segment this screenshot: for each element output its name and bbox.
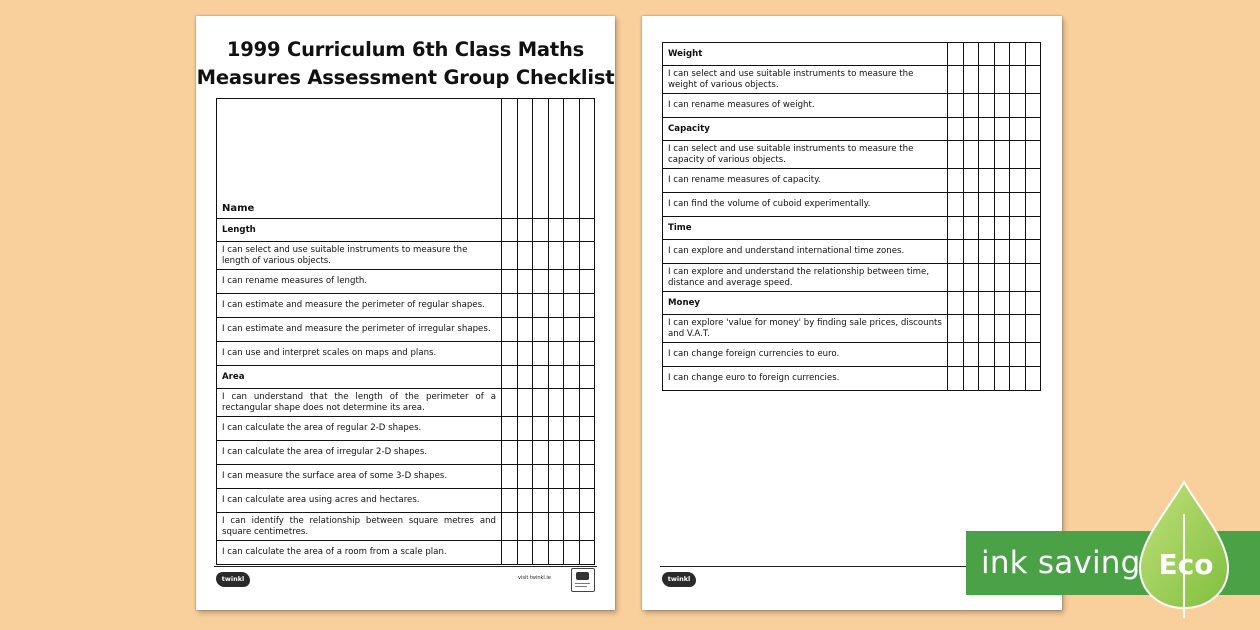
check-cell[interactable] [1010, 367, 1026, 391]
check-cell[interactable] [502, 342, 518, 366]
check-cell[interactable] [1025, 264, 1041, 292]
check-cell[interactable] [564, 417, 580, 441]
section-header-row [217, 366, 595, 389]
check-cell[interactable] [994, 169, 1010, 193]
check-cell[interactable] [548, 318, 564, 342]
check-cell[interactable] [533, 489, 549, 513]
check-cell[interactable] [1010, 315, 1026, 343]
check-cell[interactable] [948, 169, 964, 193]
check-cell[interactable] [517, 242, 533, 270]
checklist-row [663, 193, 1041, 217]
check-cell[interactable] [564, 219, 580, 242]
criterion-text: I can explore and understand international time zones. [663, 240, 948, 264]
check-cell[interactable] [1025, 66, 1041, 94]
name-column-cell [533, 99, 549, 219]
criterion-text: I can rename measures of weight. [663, 94, 948, 118]
check-cell[interactable] [517, 513, 533, 541]
check-cell[interactable] [517, 389, 533, 417]
check-cell[interactable] [548, 489, 564, 513]
criterion-text: I can understand that the length of the perimeter of a rectangular shape does not determine its area. [217, 389, 502, 417]
check-cell[interactable] [564, 270, 580, 294]
section-header-row [663, 118, 1041, 141]
check-cell[interactable] [948, 66, 964, 94]
section-title: Time [663, 217, 948, 240]
check-cell[interactable] [579, 342, 595, 366]
check-cell[interactable] [564, 342, 580, 366]
criterion-text: I can explore 'value for money' by finding sale prices, discounts and V.A.T. [663, 315, 948, 343]
section-header-row [663, 217, 1041, 240]
check-cell[interactable] [994, 217, 1010, 240]
check-cell[interactable] [548, 294, 564, 318]
check-cell[interactable] [502, 441, 518, 465]
check-cell[interactable] [948, 94, 964, 118]
checklist-row [663, 141, 1041, 169]
check-cell[interactable] [1010, 94, 1026, 118]
check-cell[interactable] [948, 118, 964, 141]
check-cell[interactable] [1025, 94, 1041, 118]
check-cell[interactable] [1025, 315, 1041, 343]
check-cell[interactable] [533, 465, 549, 489]
eco-leaf-icon [1138, 480, 1230, 620]
check-cell[interactable] [533, 366, 549, 389]
check-cell[interactable] [579, 417, 595, 441]
check-cell[interactable] [979, 193, 995, 217]
check-cell[interactable] [963, 66, 979, 94]
checklist-row [217, 242, 595, 270]
checklist-row [663, 94, 1041, 118]
check-cell[interactable] [948, 315, 964, 343]
check-cell[interactable] [502, 318, 518, 342]
check-cell[interactable] [994, 66, 1010, 94]
check-cell[interactable] [994, 367, 1010, 391]
section-title: Weight [663, 43, 948, 66]
check-cell[interactable] [548, 417, 564, 441]
check-cell[interactable] [948, 343, 964, 367]
checklist-row [663, 169, 1041, 193]
check-cell[interactable] [564, 242, 580, 270]
section-title: Money [663, 292, 948, 315]
check-cell[interactable] [579, 318, 595, 342]
checklist-row [663, 367, 1041, 391]
check-cell[interactable] [533, 513, 549, 541]
name-header-row [217, 99, 595, 219]
check-cell[interactable] [979, 66, 995, 94]
ink-saving-text: ink saving [981, 545, 1141, 581]
check-cell[interactable] [579, 489, 595, 513]
checklist-row [217, 513, 595, 541]
check-cell[interactable] [548, 541, 564, 565]
check-cell[interactable] [548, 441, 564, 465]
check-cell[interactable] [564, 541, 580, 565]
check-cell[interactable] [963, 240, 979, 264]
twinkl-logo: twinkl [216, 572, 250, 587]
check-cell[interactable] [533, 389, 549, 417]
check-cell[interactable] [548, 389, 564, 417]
check-cell[interactable] [502, 541, 518, 565]
check-cell[interactable] [517, 366, 533, 389]
check-cell[interactable] [579, 389, 595, 417]
check-cell[interactable] [579, 465, 595, 489]
checklist-page-1 [196, 16, 615, 610]
checklist-row [217, 342, 595, 366]
check-cell[interactable] [963, 292, 979, 315]
twinkl-logo: twinkl [662, 572, 696, 587]
check-cell[interactable] [963, 343, 979, 367]
check-cell[interactable] [517, 219, 533, 242]
criterion-text: I can estimate and measure the perimeter of regular shapes. [217, 294, 502, 318]
check-cell[interactable] [948, 240, 964, 264]
check-cell[interactable] [564, 389, 580, 417]
name-column-cell [564, 99, 580, 219]
check-cell[interactable] [517, 441, 533, 465]
check-cell[interactable] [502, 513, 518, 541]
check-cell[interactable] [548, 270, 564, 294]
check-cell[interactable] [994, 94, 1010, 118]
checklist-row [663, 240, 1041, 264]
check-cell[interactable] [963, 367, 979, 391]
check-cell[interactable] [533, 417, 549, 441]
check-cell[interactable] [948, 193, 964, 217]
criterion-text: I can select and use suitable instruments to measure the length of various objects. [217, 242, 502, 270]
check-cell[interactable] [502, 270, 518, 294]
check-cell[interactable] [948, 43, 964, 66]
checklist-row [217, 389, 595, 417]
check-cell[interactable] [517, 541, 533, 565]
checklist-page-2 [642, 16, 1062, 610]
section-header-row [663, 292, 1041, 315]
checklist-row [217, 417, 595, 441]
criterion-text: I can estimate and measure the perimeter of irregular shapes. [217, 318, 502, 342]
checklist-row [217, 489, 595, 513]
criterion-text: I can measure the surface area of some 3-D shapes. [217, 465, 502, 489]
criterion-text: I can rename measures of length. [217, 270, 502, 294]
check-cell[interactable] [1010, 343, 1026, 367]
criterion-text: I can calculate the area of regular 2-D shapes. [217, 417, 502, 441]
check-cell[interactable] [963, 193, 979, 217]
criterion-text: I can explore and understand the relationship between time, distance and average speed. [663, 264, 948, 292]
check-cell[interactable] [994, 264, 1010, 292]
check-cell[interactable] [963, 43, 979, 66]
check-cell[interactable] [979, 240, 995, 264]
check-cell[interactable] [979, 367, 995, 391]
check-cell[interactable] [502, 294, 518, 318]
check-cell[interactable] [1010, 240, 1026, 264]
criterion-text: I can calculate area using acres and hectares. [217, 489, 502, 513]
check-cell[interactable] [994, 240, 1010, 264]
name-column-cell [517, 99, 533, 219]
check-cell[interactable] [517, 342, 533, 366]
check-cell[interactable] [994, 141, 1010, 169]
criterion-text: I can use and interpret scales on maps and plans. [217, 342, 502, 366]
check-cell[interactable] [1025, 367, 1041, 391]
check-cell[interactable] [979, 94, 995, 118]
check-cell[interactable] [517, 417, 533, 441]
check-cell[interactable] [994, 193, 1010, 217]
checklist-row [663, 66, 1041, 94]
check-cell[interactable] [502, 489, 518, 513]
check-cell[interactable] [979, 118, 995, 141]
check-cell[interactable] [963, 141, 979, 169]
check-cell[interactable] [948, 217, 964, 240]
check-cell[interactable] [533, 342, 549, 366]
check-cell[interactable] [1010, 264, 1026, 292]
checklist-table-1 [216, 98, 595, 565]
check-cell[interactable] [564, 441, 580, 465]
check-cell[interactable] [579, 270, 595, 294]
check-cell[interactable] [564, 513, 580, 541]
check-cell[interactable] [994, 343, 1010, 367]
check-cell[interactable] [579, 441, 595, 465]
criterion-text: I can calculate the area of a room from a scale plan. [217, 541, 502, 565]
check-cell[interactable] [533, 441, 549, 465]
check-cell[interactable] [1010, 169, 1026, 193]
document-title [196, 36, 615, 92]
check-cell[interactable] [1010, 292, 1026, 315]
criterion-text: I can calculate the area of irregular 2-D shapes. [217, 441, 502, 465]
check-cell[interactable] [948, 367, 964, 391]
footer-divider [214, 566, 597, 567]
check-cell[interactable] [979, 141, 995, 169]
check-cell[interactable] [548, 342, 564, 366]
title-line-1: 1999 Curriculum 6th Class Maths [226, 38, 585, 61]
check-cell[interactable] [564, 465, 580, 489]
check-cell[interactable] [1025, 193, 1041, 217]
checklist-row [663, 264, 1041, 292]
check-cell[interactable] [564, 489, 580, 513]
check-cell[interactable] [979, 217, 995, 240]
checklist-row [217, 541, 595, 565]
check-cell[interactable] [979, 169, 995, 193]
check-cell[interactable] [1025, 292, 1041, 315]
check-cell[interactable] [533, 541, 549, 565]
check-cell[interactable] [548, 219, 564, 242]
check-cell[interactable] [963, 217, 979, 240]
check-cell[interactable] [517, 270, 533, 294]
check-cell[interactable] [979, 315, 995, 343]
checklist-row [217, 441, 595, 465]
section-header-row [663, 43, 1041, 66]
check-cell[interactable] [1025, 240, 1041, 264]
check-cell[interactable] [564, 318, 580, 342]
name-column-cell [502, 99, 518, 219]
name-column-cell [548, 99, 564, 219]
criterion-text: I can identify the relationship between square metres and square centimetres. [217, 513, 502, 541]
check-cell[interactable] [502, 219, 518, 242]
check-cell[interactable] [994, 292, 1010, 315]
check-cell[interactable] [994, 43, 1010, 66]
check-cell[interactable] [979, 292, 995, 315]
check-cell[interactable] [579, 294, 595, 318]
check-cell[interactable] [564, 366, 580, 389]
criterion-text: I can rename measures of capacity. [663, 169, 948, 193]
criterion-text: I can change euro to foreign currencies. [663, 367, 948, 391]
check-cell[interactable] [963, 94, 979, 118]
check-cell[interactable] [1025, 118, 1041, 141]
check-cell[interactable] [502, 242, 518, 270]
check-cell[interactable] [579, 242, 595, 270]
check-cell[interactable] [579, 541, 595, 565]
check-cell[interactable] [517, 318, 533, 342]
check-cell[interactable] [579, 366, 595, 389]
check-cell[interactable] [963, 315, 979, 343]
check-cell[interactable] [1025, 343, 1041, 367]
quality-badge-icon [571, 568, 595, 592]
check-cell[interactable] [533, 242, 549, 270]
check-cell[interactable] [579, 219, 595, 242]
section-header-row [217, 219, 595, 242]
check-cell[interactable] [1010, 141, 1026, 169]
check-cell[interactable] [548, 465, 564, 489]
check-cell[interactable] [979, 343, 995, 367]
check-cell[interactable] [533, 318, 549, 342]
check-cell[interactable] [533, 294, 549, 318]
check-cell[interactable] [948, 141, 964, 169]
check-cell[interactable] [963, 264, 979, 292]
check-cell[interactable] [502, 417, 518, 441]
check-cell[interactable] [1025, 217, 1041, 240]
check-cell[interactable] [517, 294, 533, 318]
check-cell[interactable] [1010, 217, 1026, 240]
check-cell[interactable] [994, 315, 1010, 343]
checklist-row [663, 343, 1041, 367]
check-cell[interactable] [548, 242, 564, 270]
checklist-row [663, 315, 1041, 343]
check-cell[interactable] [502, 366, 518, 389]
check-cell[interactable] [948, 264, 964, 292]
check-cell[interactable] [564, 294, 580, 318]
name-column-cell [579, 99, 595, 219]
check-cell[interactable] [1025, 43, 1041, 66]
checklist-row [217, 294, 595, 318]
criterion-text: I can find the volume of cuboid experimentally. [663, 193, 948, 217]
check-cell[interactable] [548, 513, 564, 541]
check-cell[interactable] [1010, 66, 1026, 94]
check-cell[interactable] [1025, 169, 1041, 193]
visit-text: visit twinkl.ie [518, 575, 551, 581]
check-cell[interactable] [517, 489, 533, 513]
check-cell[interactable] [1025, 141, 1041, 169]
title-line-2: Measures Assessment Group Checklist [196, 66, 615, 89]
check-cell[interactable] [979, 264, 995, 292]
check-cell[interactable] [994, 118, 1010, 141]
criterion-text: I can change foreign currencies to euro. [663, 343, 948, 367]
check-cell[interactable] [517, 465, 533, 489]
check-cell[interactable] [948, 292, 964, 315]
check-cell[interactable] [548, 366, 564, 389]
check-cell[interactable] [1010, 118, 1026, 141]
eco-label: Eco [1158, 548, 1214, 581]
check-cell[interactable] [979, 43, 995, 66]
checklist-table-2 [662, 42, 1041, 391]
check-cell[interactable] [533, 219, 549, 242]
checklist-row [217, 465, 595, 489]
criterion-text: I can select and use suitable instruments to measure the capacity of various objects. [663, 141, 948, 169]
check-cell[interactable] [502, 389, 518, 417]
checklist-row [217, 270, 595, 294]
check-cell[interactable] [963, 169, 979, 193]
section-title: Length [217, 219, 502, 242]
check-cell[interactable] [502, 465, 518, 489]
check-cell[interactable] [963, 118, 979, 141]
name-header-label: Name [217, 99, 502, 219]
section-title: Capacity [663, 118, 948, 141]
check-cell[interactable] [533, 270, 549, 294]
check-cell[interactable] [1010, 43, 1026, 66]
checklist-row [217, 318, 595, 342]
criterion-text: I can select and use suitable instruments to measure the weight of various objects. [663, 66, 948, 94]
check-cell[interactable] [579, 513, 595, 541]
section-title: Area [217, 366, 502, 389]
check-cell[interactable] [1010, 193, 1026, 217]
